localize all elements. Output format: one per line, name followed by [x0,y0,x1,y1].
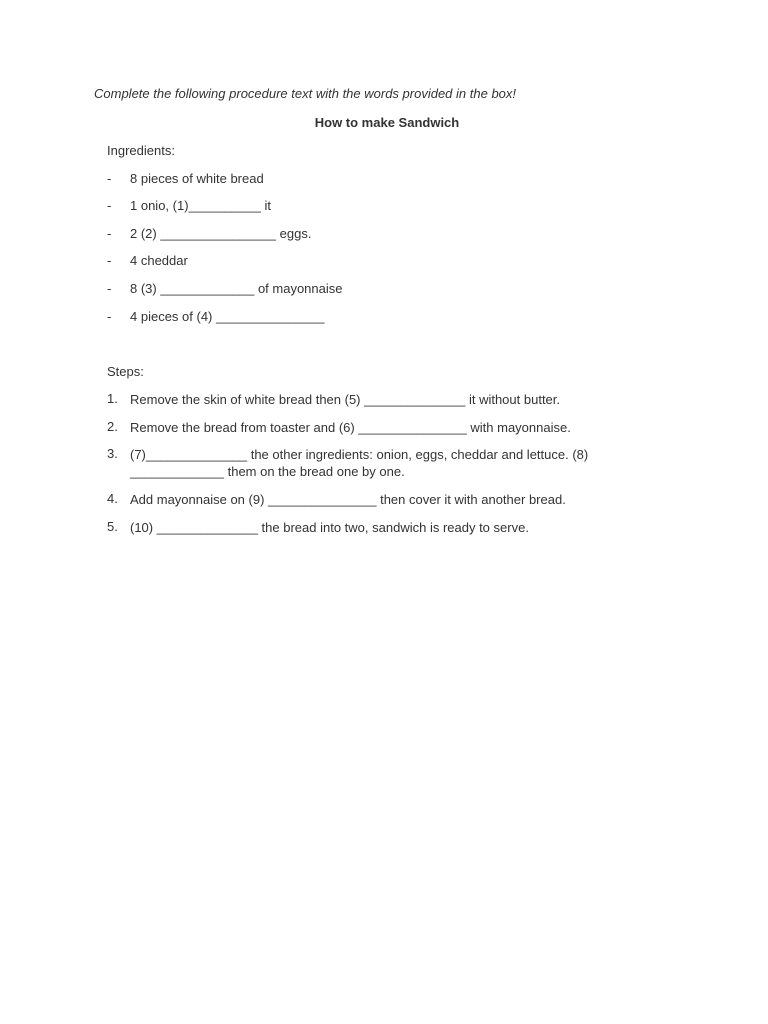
list-marker: - [107,253,112,268]
instruction-text: Complete the following procedure text with the words provided in the box! [94,86,517,101]
step-number: 3. [107,446,118,461]
step-number: 2. [107,419,118,434]
step-text: Add mayonnaise on (9) _______________ then cover it with another bread. [130,492,566,507]
ingredient-text: 2 (2) ________________ eggs. [130,226,312,241]
step-text: (7)______________ the other ingredients: onion, eggs, cheddar and lettuce. (8) _____________ them on the bread one by one. [130,447,589,479]
step-text: (10) ______________ the bread into two, sandwich is ready to serve. [130,520,529,535]
list-marker: - [107,309,112,324]
step-text: Remove the skin of white bread then (5) ______________ it without butter. [130,392,561,407]
ingredients-heading: Ingredients: [107,143,175,158]
step-number: 4. [107,491,118,506]
page-title: How to make Sandwich [314,115,460,130]
steps-heading: Steps: [107,364,144,379]
list-marker: - [107,281,112,296]
step-text: Remove the bread from toaster and (6) _______________ with mayonnaise. [130,420,571,435]
ingredient-text: 8 pieces of white bread [130,171,264,186]
list-marker: - [107,198,112,213]
list-marker: - [107,171,112,186]
ingredient-text: 4 cheddar [130,253,188,268]
step-number: 1. [107,391,118,406]
list-marker: - [107,226,112,241]
step-number: 5. [107,519,118,534]
ingredient-text: 1 onio, (1)__________ it [130,198,271,213]
ingredient-text: 8 (3) _____________ of mayonnaise [130,281,343,296]
ingredient-text: 4 pieces of (4) _______________ [130,309,325,324]
